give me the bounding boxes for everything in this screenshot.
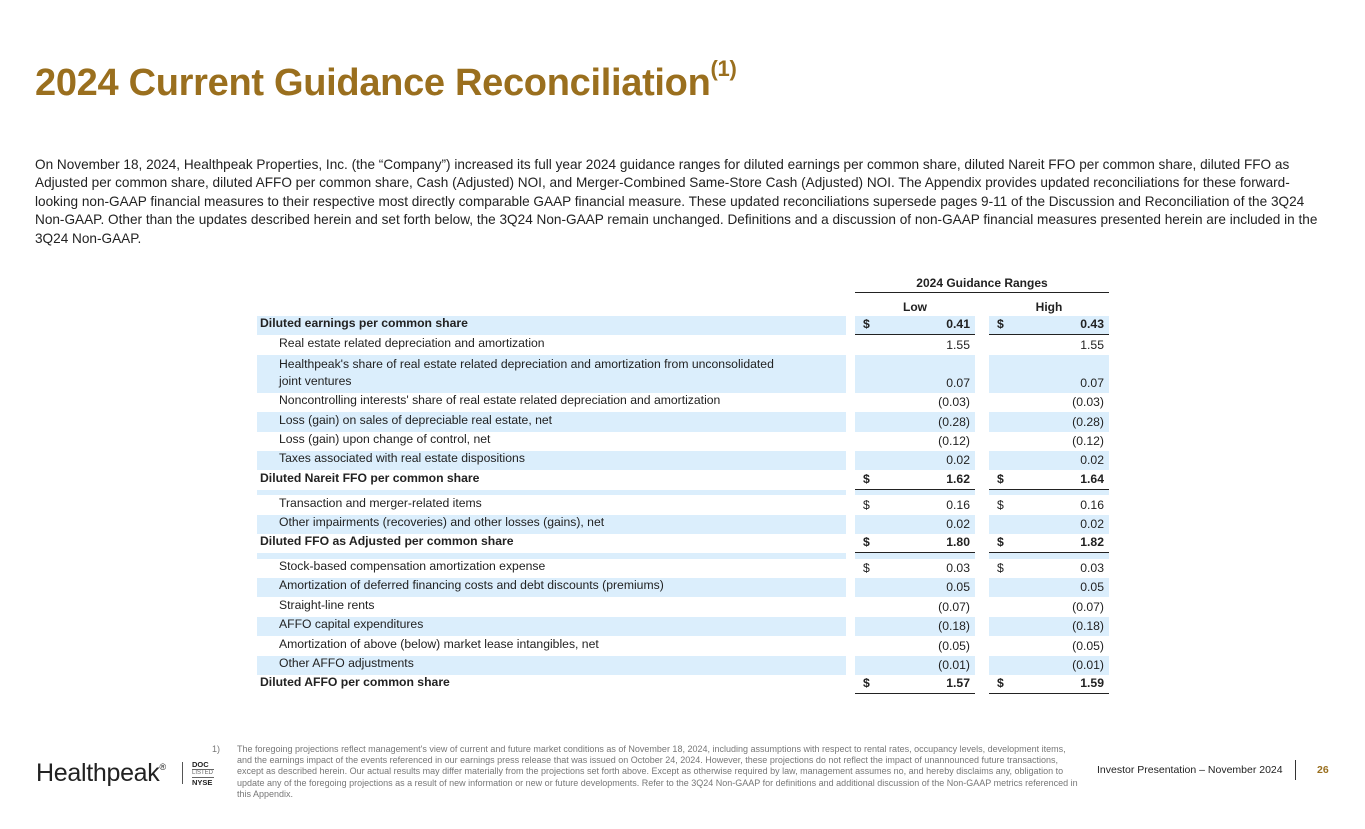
table-row — [257, 559, 1109, 578]
table-row — [257, 470, 1109, 489]
low-value: 1.55 — [946, 337, 970, 352]
currency-symbol: $ — [863, 561, 870, 576]
row-label: AFFO capital expenditures — [257, 617, 846, 636]
high-value: (0.05) — [1072, 638, 1104, 653]
footer-divider — [1295, 760, 1296, 780]
low-cell — [855, 470, 975, 489]
high-value: 1.82 — [1080, 535, 1104, 550]
row-label: Transaction and merger-related items — [279, 495, 482, 510]
high-value: 0.05 — [1080, 580, 1104, 595]
low-value: (0.12) — [938, 433, 970, 448]
low-cell — [855, 335, 975, 354]
low-value: (0.03) — [938, 395, 970, 410]
row-label — [257, 355, 846, 393]
low-value: 0.02 — [946, 453, 970, 468]
table-row — [257, 393, 1109, 412]
row-label: Loss (gain) upon change of control, net — [279, 431, 491, 446]
row-label: Diluted FFO as Adjusted per common share — [260, 534, 514, 549]
footnote-text: The foregoing projections reflect management's view of current and future market conditions as of November 18, 2024, including assumptions with respect to rental rates, occupancy levels, development items, and the earnings impact of the events referenced in our earnings press release that was issued on October 24, 2024. However, these projections do not reflect the impact of unannounced future transactions, except as described herein. Our actual results may differ materially from the projections set forth above. Except as otherwise required by law, management assumes no, and hereby disclaims any, obligation to update any of the foregoing projections as a result of new information or new or future developments. Refer to the 3Q24 Non-GAAP for definitions and additional discussion of the Non-GAAP metrics referenced in this Appendix. — [237, 744, 1078, 799]
low-value: 0.05 — [946, 580, 970, 595]
currency-symbol: $ — [997, 497, 1004, 512]
high-cell — [989, 316, 1109, 335]
high-cell — [989, 432, 1109, 451]
high-value: 1.55 — [1080, 337, 1104, 352]
low-cell — [855, 432, 975, 451]
low-value: 0.02 — [946, 516, 970, 531]
row-label: Stock-based compensation amortization expense — [279, 559, 546, 574]
low-value: (0.05) — [938, 638, 970, 653]
high-value: 0.03 — [1080, 561, 1104, 576]
currency-symbol: $ — [863, 317, 870, 332]
low-cell — [855, 559, 975, 578]
low-cell — [855, 656, 975, 675]
row-label-line2: joint ventures — [279, 373, 352, 388]
high-value: 0.07 — [1080, 375, 1104, 390]
currency-symbol: $ — [863, 535, 870, 550]
healthpeak-logo — [36, 759, 166, 788]
row-label: Diluted earnings per common share — [257, 316, 846, 335]
row-label: Loss (gain) on sales of depreciable real estate, net — [257, 412, 846, 431]
currency-symbol: $ — [997, 535, 1004, 550]
low-value: 1.62 — [946, 471, 970, 486]
row-label: Real estate related depreciation and amortization — [279, 335, 545, 350]
table-row — [257, 495, 1109, 514]
low-cell — [855, 451, 975, 470]
high-value: (0.12) — [1072, 433, 1104, 448]
high-value: (0.28) — [1072, 414, 1104, 429]
high-cell — [989, 675, 1109, 694]
currency-symbol: $ — [997, 676, 1004, 691]
intro-paragraph: On November 18, 2024, Healthpeak Properties, Inc. (the “Company”) increased its full year 2024 guidance ranges for diluted earnings per common share, diluted Nareit FFO per common share, diluted FFO as Adjusted per common share, diluted AFFO per common share, Cash (Adjusted) NOI, and Merger-Combined Same-Store Cash (Adjusted) NOI. The Appendix provides updated reconciliations for these forward-looking non-GAAP financial measures to their respective most directly comparable GAAP financial measure. These updated reconciliations supersede pages 9-11 of the Discussion and Reconciliation of the 3Q24 Non-GAAP. Other than the updates described herein and set forth below, the 3Q24 Non-GAAP remain unchanged. Definitions and a discussion of non-GAAP financial measures presented herein are included in the 3Q24 Non-GAAP. — [35, 157, 1318, 246]
logo-registered-mark: ® — [159, 761, 166, 772]
table-row — [257, 432, 1109, 451]
table-row — [257, 355, 1109, 393]
low-cell — [855, 495, 975, 514]
nyse-ticker-badge — [192, 760, 214, 787]
low-cell — [855, 412, 975, 431]
row-label-line1: Healthpeak's share of real estate related depreciation and amortization from unconsolidated — [279, 356, 774, 371]
row-label: Taxes associated with real estate dispositions — [257, 451, 846, 470]
low-value: 0.03 — [946, 561, 970, 576]
low-cell — [855, 355, 975, 393]
low-value: 0.07 — [946, 375, 970, 390]
low-cell — [855, 578, 975, 597]
currency-symbol: $ — [997, 317, 1004, 332]
currency-symbol: $ — [863, 471, 870, 486]
table-row — [257, 597, 1109, 616]
table-row — [257, 316, 1109, 335]
row-label: Straight-line rents — [279, 597, 375, 612]
high-cell — [989, 515, 1109, 534]
group-header: 2024 Guidance Ranges — [855, 274, 1109, 293]
title-footnote-ref: (1) — [710, 56, 737, 81]
high-cell — [989, 470, 1109, 489]
high-cell — [989, 495, 1109, 514]
low-cell — [855, 636, 975, 655]
table-row — [257, 451, 1109, 470]
high-cell — [989, 355, 1109, 393]
high-value: 0.02 — [1080, 516, 1104, 531]
table-row — [257, 578, 1109, 597]
high-value: (0.18) — [1072, 619, 1104, 634]
high-value: 0.16 — [1080, 497, 1104, 512]
table-row — [257, 515, 1109, 534]
high-cell — [989, 656, 1109, 675]
low-value: 0.41 — [946, 317, 970, 332]
row-label: Amortization of deferred financing costs and debt discounts (premiums) — [257, 578, 846, 597]
currency-symbol: $ — [997, 561, 1004, 576]
ticker-exchange: NYSE — [192, 778, 213, 787]
currency-symbol: $ — [863, 676, 870, 691]
footnote-number: 1) — [212, 744, 221, 754]
row-label: Diluted Nareit FFO per common share — [260, 470, 480, 485]
table-row — [257, 617, 1109, 636]
high-cell — [989, 578, 1109, 597]
high-cell — [989, 617, 1109, 636]
high-value: (0.03) — [1072, 395, 1104, 410]
low-cell — [855, 316, 975, 335]
high-value: 0.02 — [1080, 453, 1104, 468]
low-value: (0.28) — [938, 414, 970, 429]
low-cell — [855, 393, 975, 412]
page-number: 26 — [1317, 764, 1329, 776]
low-cell — [855, 675, 975, 694]
table-body — [257, 316, 1109, 694]
high-cell — [989, 451, 1109, 470]
table-row — [257, 412, 1109, 431]
page-title-text: 2024 Current Guidance Reconciliation — [35, 62, 711, 104]
row-label: Noncontrolling interests' share of real estate related depreciation and amortization — [279, 393, 721, 408]
logo-text: Healthpeak — [36, 759, 160, 787]
row-label: Other impairments (recoveries) and other losses (gains), net — [257, 515, 846, 534]
high-cell — [989, 412, 1109, 431]
low-cell — [855, 534, 975, 553]
low-cell — [855, 617, 975, 636]
row-label: Other AFFO adjustments — [257, 656, 846, 675]
table-row — [257, 656, 1109, 675]
low-cell — [855, 515, 975, 534]
high-value: 1.59 — [1080, 676, 1104, 691]
logo-divider — [182, 762, 183, 784]
column-header-low: Low — [855, 298, 975, 317]
page-title — [35, 56, 737, 105]
row-label: Amortization of above (below) market lease intangibles, net — [279, 636, 599, 651]
high-value: 0.43 — [1080, 317, 1104, 332]
high-cell — [989, 534, 1109, 553]
currency-symbol: $ — [997, 471, 1004, 486]
high-value: 1.64 — [1080, 471, 1104, 486]
low-value: (0.01) — [938, 658, 970, 673]
low-value: 0.16 — [946, 497, 970, 512]
high-cell — [989, 559, 1109, 578]
currency-symbol: $ — [863, 497, 870, 512]
table-row — [257, 636, 1109, 655]
table-row — [257, 675, 1109, 694]
table-row — [257, 534, 1109, 553]
low-value: 1.57 — [946, 676, 970, 691]
high-cell — [989, 597, 1109, 616]
low-value: (0.18) — [938, 619, 970, 634]
ticker-listed: LISTED — [192, 770, 214, 776]
presentation-label: Investor Presentation – November 2024 — [1097, 764, 1283, 776]
high-cell — [989, 636, 1109, 655]
high-value: (0.07) — [1072, 599, 1104, 614]
high-value: (0.01) — [1072, 658, 1104, 673]
high-cell — [989, 393, 1109, 412]
low-cell — [855, 597, 975, 616]
low-value: (0.07) — [938, 599, 970, 614]
table-row — [257, 335, 1109, 354]
ticker-symbol: DOC — [192, 760, 209, 769]
column-header-high: High — [989, 298, 1109, 317]
low-value: 1.80 — [946, 535, 970, 550]
row-label: Diluted AFFO per common share — [260, 675, 450, 690]
high-cell — [989, 335, 1109, 354]
